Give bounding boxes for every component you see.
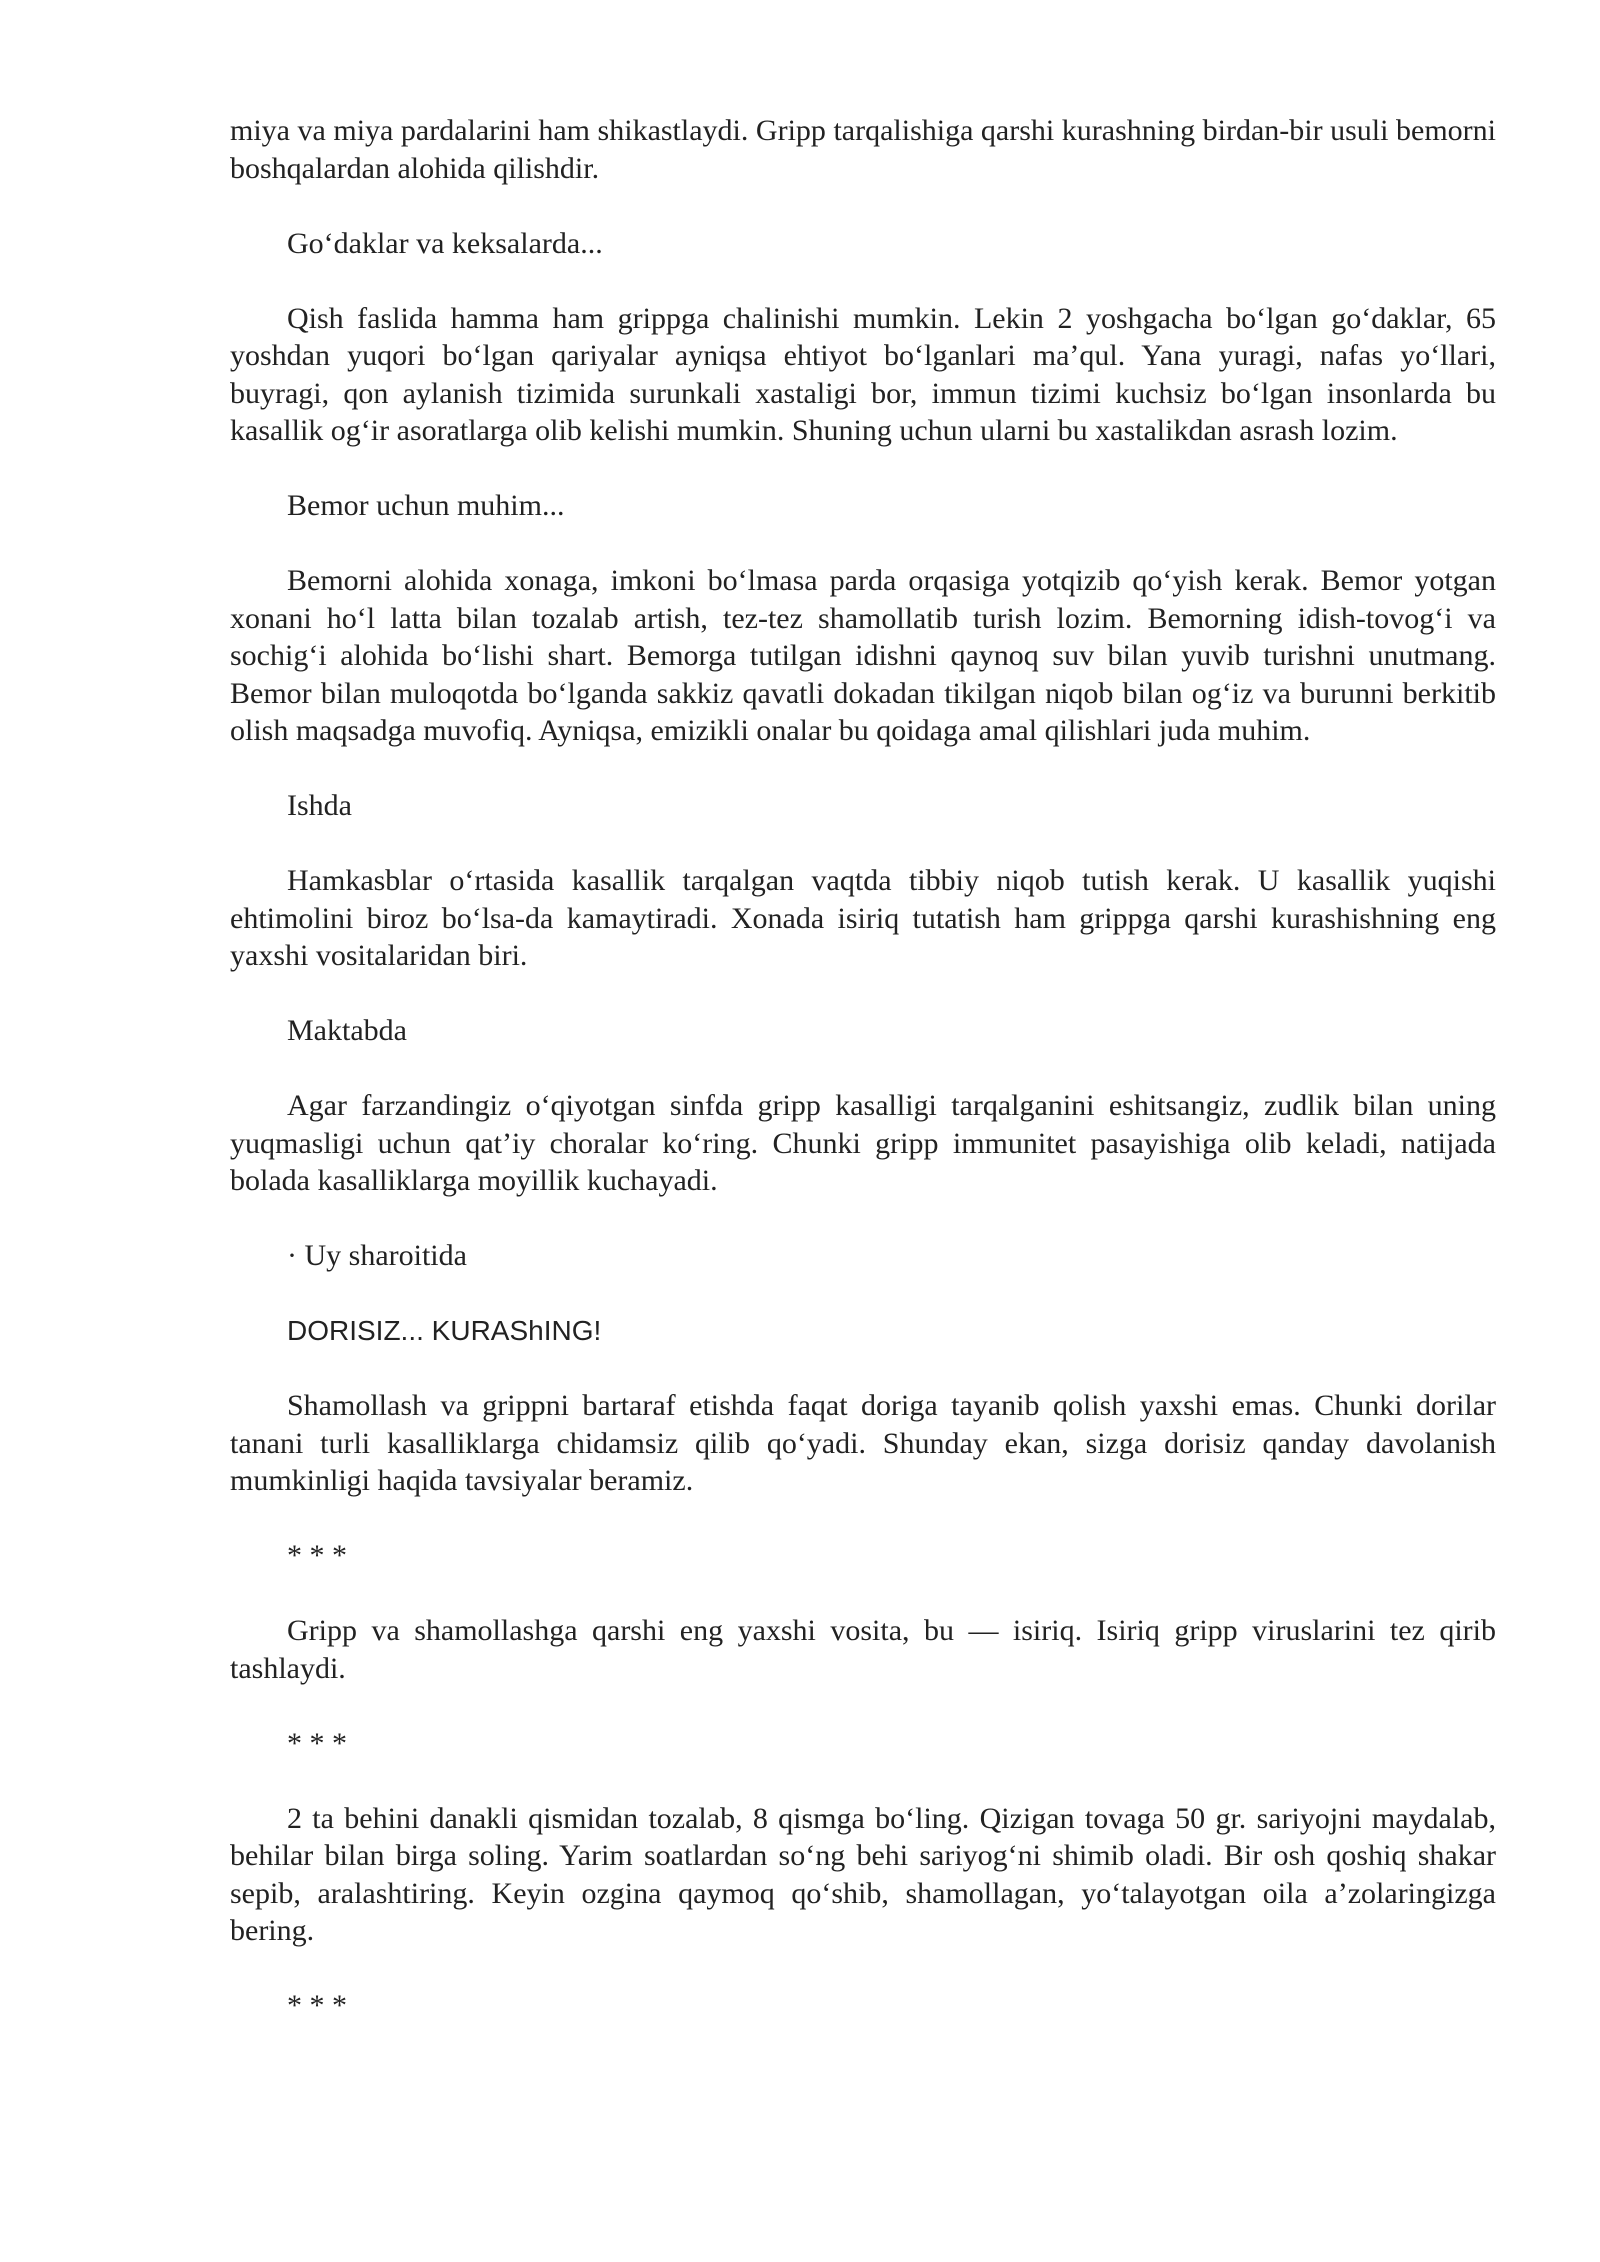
section-heading-without-medicine: DORISIZ... KURAShING! <box>287 1315 602 1346</box>
document-page <box>230 112 1496 2062</box>
section-heading-patient-care: Bemor uchun muhim... <box>287 489 565 522</box>
paragraph-patient-isolation: Bemorni alohida xonaga, imkoni bo‘lmasa parda orqasiga yotqizib qo‘yish kerak. Bemor yotgan xonani ho‘l latta bilan tozalab artish, tez-tez shamollatib turish lozim. Bemorning idish-tovog‘i va sochig‘i alohida bo‘lishi shart. Bemorga tutilgan idishni qaynoq suv bilan yuvib turishni unutmang. Bemor bilan muloqotda bo‘lganda sakkiz qavatli dokadan tikilgan niqob bilan og‘iz va burunni berkitib olish maqsadga muvofiq. Ayniqsa, emizikli onalar bu qoidaga amal qilishlari juda muhim. <box>230 564 1496 747</box>
paragraph-quince-recipe: 2 ta behini danakli qismidan tozalab, 8 qismga bo‘ling. Qizigan tovaga 50 gr. sariyojni maydalab, behilar bilan birga soling. Yarim soatlardan so‘ng behi sariyog‘ni shimib oladi. Bir osh qoshiq shakar sepib, aralashtiring. Keyin ozgina qaymoq qo‘shib, shamollagan, yo‘talayotgan oila a’zolaringizga bering. <box>230 1801 1496 1947</box>
section-heading-infants-elderly: Go‘daklar va keksalarda... <box>287 226 603 260</box>
section-separator-3: * * * <box>287 1989 347 2022</box>
section-heading-at-home: · Uy sharoitida <box>287 1239 467 1272</box>
section-heading-at-work: Ishda <box>287 789 352 822</box>
paragraph-work-masks: Hamkasblar o‘rtasida kasallik tarqalgan vaqtda tibbiy niqob tutish kerak. U kasallik yuqishi ehtimolini biroz bo‘lsa-da kamaytiradi. Xonada isiriq tutatish ham grippga qarshi kurashishning eng yaxshi vositalaridan biri. <box>230 864 1496 972</box>
paragraph-isiriq-remedy: Gripp va shamollashga qarshi eng yaxshi vosita, bu — isiriq. Isiriq gripp viruslarini tez qirib tashlaydi. <box>230 1614 1496 1685</box>
paragraph-winter-risk-groups: Qish faslida hamma ham grippga chalinishi mumkin. Lekin 2 yoshgacha bo‘lgan go‘daklar, 65 yoshdan yuqori bo‘lgan qariyalar ayniqsa ehtiyot bo‘lganlari ma’qul. Yana yuragi, nafas yo‘llari, buyragi, qon aylanish tizimida surunkali xastaligi bor, immun tizimi kuchsiz bo‘lgan insonlarda bu kasallik og‘ir asoratlarga olib kelishi mumkin. Shuning uchun ularni bu xastalikdan asrash lozim. <box>230 301 1496 447</box>
paragraph-medicine-advice: Shamollash va grippni bartaraf etishda faqat doriga tayanib qolish yaxshi emas. Chunki dorilar tanani turli kasalliklarga chidamsiz qilib qo‘yadi. Shunday ekan, sizga dorisiz qanday davolanish mumkinligi haqida tavsiyalar beramiz. <box>230 1389 1496 1497</box>
section-separator-2: * * * <box>287 1726 347 1760</box>
section-separator-1: * * * <box>287 1539 347 1572</box>
section-heading-at-school: Maktabda <box>287 1014 407 1047</box>
paragraph-school-measures: Agar farzandingiz o‘qiyotgan sinfda gripp kasalligi tarqalganini eshitsangiz, zudlik bilan uning yuqmasligi uchun qat’iy choralar ko‘ring. Chunki gripp immunitet pasayishiga olib keladi, natijada bolada kasalliklarga moyillik kuchayadi. <box>230 1089 1496 1197</box>
paragraph-intro-continuation: miya va miya pardalarini ham shikastlaydi. Gripp tarqalishiga qarshi kurashning birdan-bir usuli bemorni boshqalardan alohida qilishdir. <box>230 114 1496 185</box>
